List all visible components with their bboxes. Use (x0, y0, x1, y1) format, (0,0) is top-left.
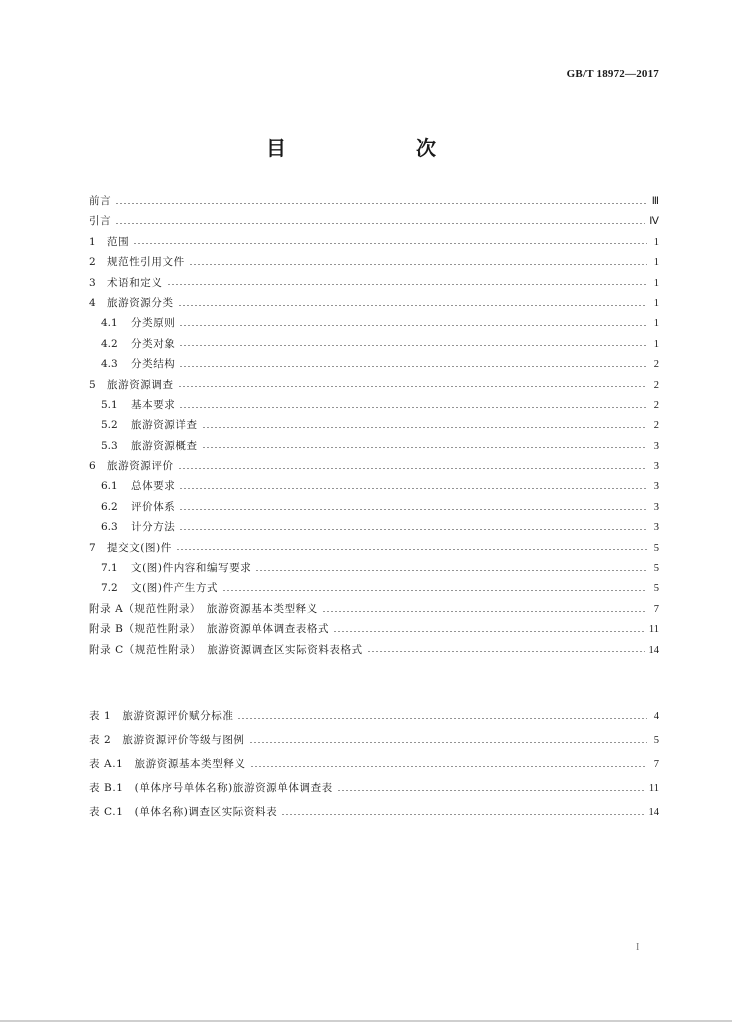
toc-entry-page: 2 (653, 420, 659, 432)
toc-entry[interactable] (89, 619, 659, 639)
toc-entry-page: 7 (653, 759, 659, 770)
toc-entry-page: 14 (648, 644, 659, 656)
toc-entry-title: 计分方法 (131, 521, 176, 534)
toc-entry-number: 6.3 (101, 521, 118, 534)
dot-leader (178, 468, 647, 469)
toc-entry-title: 表 C.1 (单体名称)调查区实际资料表 (89, 806, 278, 818)
dot-leader (133, 243, 647, 244)
toc-entry-number: 2 (89, 256, 96, 269)
toc-entry-page: 1 (653, 318, 659, 330)
toc-entry-number: 1 (89, 235, 96, 248)
toc-entry-title: 旅游资源评价 (107, 460, 174, 473)
toc-entry-title: 附录 C（规范性附录） 旅游资源调查区实际资料表格式 (89, 643, 363, 656)
toc-entry[interactable] (89, 415, 659, 435)
toc-entry-page: 3 (653, 440, 659, 452)
dot-leader (333, 631, 645, 632)
toc-entry-title: 规范性引用文件 (107, 256, 185, 269)
toc-entry-title: 引言 (89, 215, 112, 228)
toc-entry-page: Ⅳ (649, 216, 659, 228)
toc-entry-title: 分类原则 (131, 317, 176, 330)
toc-entry-page: 2 (653, 359, 659, 371)
dot-leader (281, 814, 644, 815)
toc-entry-number: 6.2 (101, 500, 118, 513)
toc-entry-title: 旅游资源分类 (107, 296, 174, 309)
toc-entry-title: 提交文(图)件 (107, 541, 172, 554)
toc-entry-number: 5.1 (101, 398, 118, 411)
toc-entry-number: 5 (89, 378, 96, 391)
footer-page-number: I (636, 942, 640, 953)
dot-leader (179, 488, 647, 489)
toc-entry[interactable] (89, 273, 659, 293)
dot-leader (249, 742, 647, 743)
toc-entry-title: 旅游资源调查 (107, 378, 174, 391)
dot-leader (176, 549, 647, 550)
toc-entry[interactable] (89, 436, 659, 456)
dot-leader (237, 718, 647, 719)
toc-entry-number: 6 (89, 460, 96, 473)
dot-leader (250, 766, 647, 767)
toc-entry[interactable] (89, 800, 659, 824)
toc-entry-title: 旅游资源详查 (131, 419, 198, 432)
dot-leader (179, 509, 647, 510)
toc-entry-title: 文(图)件产生方式 (131, 582, 219, 595)
toc-entry-page: 1 (653, 338, 659, 350)
page-title: 目 次 (266, 136, 466, 160)
toc-entry-title: 表 1 旅游资源评价赋分标准 (89, 710, 234, 722)
toc-entry-title: 旅游资源概查 (131, 439, 198, 452)
toc-entry[interactable] (89, 191, 659, 211)
dot-leader (115, 223, 645, 224)
toc-entry-page: 14 (648, 807, 659, 818)
toc-entry-title: 附录 B（规范性附录） 旅游资源单体调查表格式 (89, 623, 330, 636)
toc-entry-number: 6.1 (101, 480, 118, 493)
toc-entry-page: 2 (653, 379, 659, 391)
toc-entry[interactable] (89, 313, 659, 333)
dot-leader (179, 325, 647, 326)
toc-entry-title: 表 2 旅游资源评价等级与图例 (89, 734, 245, 746)
dot-leader (255, 570, 647, 571)
toc-entry[interactable] (89, 728, 659, 752)
toc-entry-number: 4 (89, 296, 96, 309)
toc-entry[interactable] (89, 578, 659, 598)
page-bottom-border (0, 1020, 732, 1022)
toc-entry-page: 5 (653, 563, 659, 575)
toc-entry-title: 总体要求 (131, 480, 176, 493)
toc-entry-title: 表 A.1 旅游资源基本类型释义 (89, 758, 246, 770)
standard-code: GB/T 18972—2017 (566, 68, 659, 80)
toc-entry-page: 1 (653, 257, 659, 269)
toc-entry-title: 分类结构 (131, 358, 176, 371)
toc-entry-title: 表 B.1 (单体序号单体名称)旅游资源单体调查表 (89, 782, 333, 794)
dot-leader (202, 447, 647, 448)
toc-entry-title: 评价体系 (131, 500, 176, 513)
toc-entry[interactable] (89, 640, 659, 660)
toc-entry-page: 2 (653, 399, 659, 411)
toc-entry[interactable] (89, 354, 659, 374)
toc-entry[interactable] (89, 476, 659, 496)
toc-entry[interactable] (89, 334, 659, 354)
toc-entry-page: 3 (653, 522, 659, 534)
toc-entry-page: 7 (653, 603, 659, 615)
toc-entry-number: 7 (89, 541, 96, 554)
toc-entry-title: 基本要求 (131, 398, 176, 411)
dot-leader (367, 651, 645, 652)
toc-entry-page: 3 (653, 481, 659, 493)
toc-entry-page: 5 (653, 583, 659, 595)
toc-entry[interactable] (89, 776, 659, 800)
toc-entry-page: 1 (653, 297, 659, 309)
dot-leader (322, 611, 647, 612)
toc-entry-title: 术语和定义 (107, 276, 163, 289)
dot-leader (178, 386, 647, 387)
dot-leader (178, 305, 647, 306)
toc-entry-title: 前言 (89, 195, 112, 207)
toc-entry-page: 11 (648, 783, 659, 794)
toc-entry-page: 3 (653, 501, 659, 513)
toc-entry[interactable] (89, 517, 659, 537)
toc-entry[interactable] (89, 704, 659, 728)
toc-entry-number: 7.2 (101, 582, 118, 595)
toc-entry-title: 分类对象 (131, 337, 176, 350)
table-of-contents (89, 191, 659, 660)
list-of-tables (89, 704, 659, 824)
toc-entry-page: 4 (653, 711, 659, 722)
toc-entry-number: 4.3 (101, 358, 118, 371)
toc-entry-number: 3 (89, 276, 96, 289)
toc-entry[interactable] (89, 211, 659, 231)
dot-leader (115, 203, 647, 204)
toc-entry-page: 11 (648, 624, 659, 636)
toc-entry[interactable] (89, 497, 659, 517)
toc-entry-page: 5 (653, 542, 659, 554)
toc-entry[interactable] (89, 456, 659, 476)
toc-entry-page: 1 (653, 277, 659, 289)
dot-leader (222, 590, 647, 591)
dot-leader (202, 427, 647, 428)
toc-entry-number: 4.1 (101, 317, 118, 330)
toc-entry[interactable] (89, 395, 659, 415)
toc-entry-page: 1 (653, 236, 659, 248)
toc-entry[interactable] (89, 599, 659, 619)
toc-entry-number: 7.1 (101, 562, 118, 575)
toc-entry-page: Ⅲ (651, 196, 659, 207)
toc-entry-number: 5.2 (101, 419, 118, 432)
toc-entry-page: 3 (653, 461, 659, 473)
dot-leader (337, 790, 645, 791)
toc-entry-number: 4.2 (101, 337, 118, 350)
dot-leader (189, 264, 647, 265)
toc-entry[interactable] (89, 752, 659, 776)
dot-leader (179, 366, 647, 367)
dot-leader (179, 345, 647, 346)
toc-entry-title: 附录 A（规范性附录） 旅游资源基本类型释义 (89, 602, 318, 615)
dot-leader (179, 529, 647, 530)
dot-leader (179, 407, 647, 408)
toc-entry-title: 文(图)件内容和编写要求 (131, 562, 252, 575)
toc-entry-page: 5 (653, 735, 659, 746)
toc-entry[interactable] (89, 375, 659, 395)
toc-entry[interactable] (89, 252, 659, 272)
toc-entry-title: 范围 (107, 235, 130, 248)
dot-leader (167, 284, 648, 285)
toc-entry[interactable] (89, 538, 659, 558)
toc-entry[interactable] (89, 232, 659, 252)
toc-entry-number: 5.3 (101, 439, 118, 452)
toc-entry[interactable] (89, 558, 659, 578)
toc-entry[interactable] (89, 293, 659, 313)
